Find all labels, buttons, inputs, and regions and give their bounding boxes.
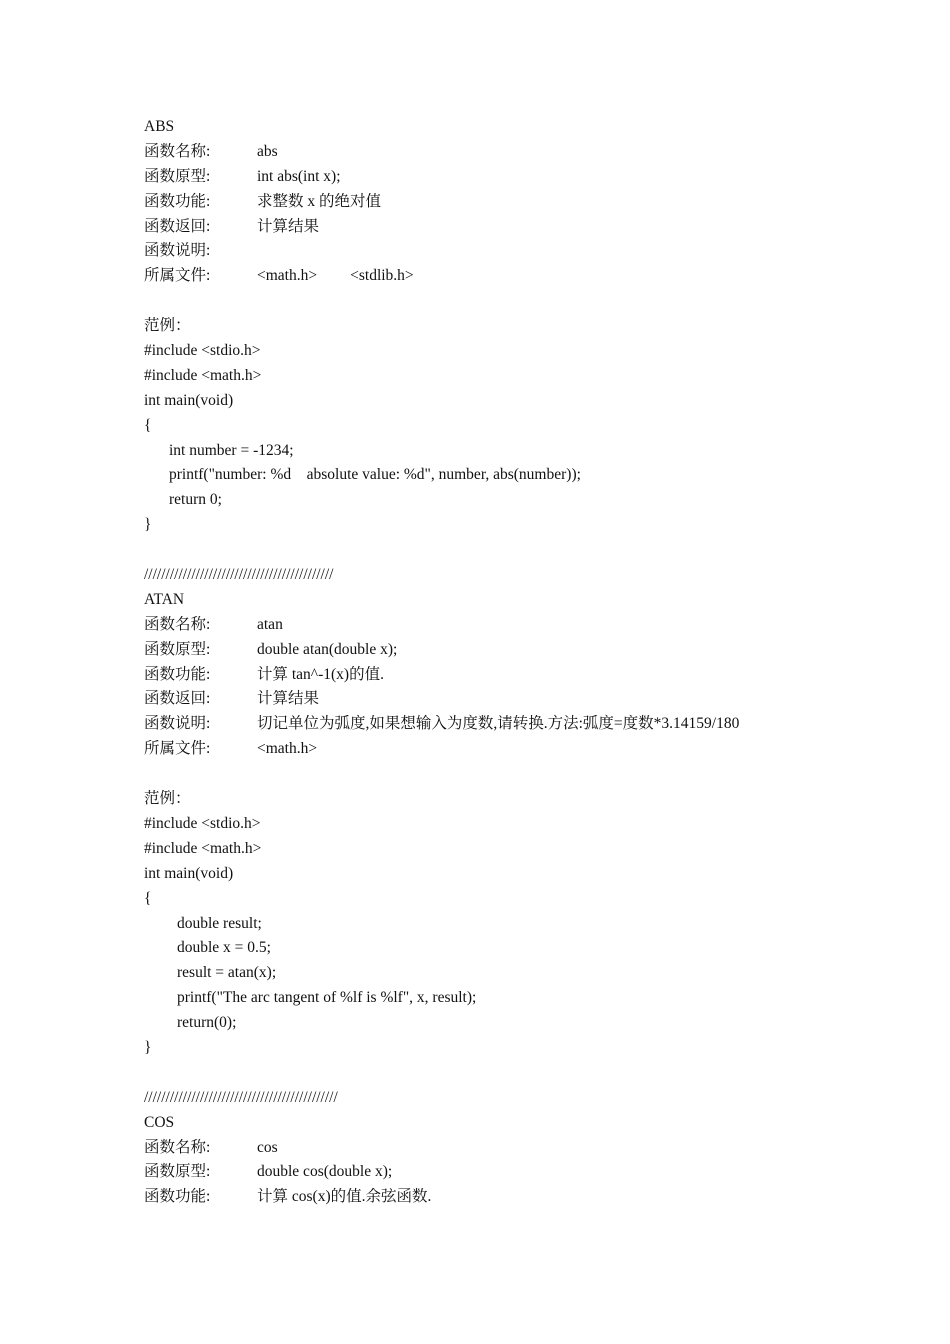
field-label: 函数返回: [144,690,211,708]
code-line: int number = -1234; [169,441,294,459]
code-line: int main(void) [144,864,234,882]
code-line: { [144,889,152,907]
code-line: double x = 0.5; [177,939,271,957]
field-row [144,663,904,688]
code-line: return(0); [177,1014,237,1032]
field-label: 函数功能: [144,1188,211,1206]
code-line: result = atan(x); [177,964,277,982]
field-value: 求整数 x 的绝对值 [257,192,382,210]
code-line: #include <stdio.h> [144,342,261,360]
document-page [144,115,904,1210]
field-row [144,215,904,240]
field-value: 计算 tan^-1(x)的值. [257,665,384,683]
code-line: { [144,416,152,434]
field-value: double cos(double x); [257,1163,393,1181]
field-value: atan [257,615,283,633]
field-label: 函数原型: [144,167,211,185]
code-line: } [144,516,152,534]
field-row [144,737,904,762]
field-value-secondary: <stdlib.h> [350,267,414,285]
field-label: 函数名称: [144,1138,211,1156]
field-row [144,613,904,638]
field-row [144,1136,904,1161]
field-label: 函数功能: [144,192,211,210]
code-line: double result; [177,914,262,932]
field-row [144,264,904,289]
code-line: #include <math.h> [144,366,262,384]
field-value: <math.h> [257,267,318,285]
field-value: 切记单位为弧度,如果想输入为度数,请转换.方法:弧度=度数*3.14159/180 [257,715,740,733]
code-line: int main(void) [144,391,234,409]
blank-line [144,1061,904,1086]
field-label: 函数名称: [144,615,211,633]
example-label: 范例： [144,790,191,808]
field-row [144,190,904,215]
blank-line [144,538,904,563]
section-title: ATAN [144,590,185,608]
field-label: 函数说明: [144,242,211,260]
field-label: 函数说明: [144,715,211,733]
field-row [144,239,904,264]
field-row [144,165,904,190]
field-label: 函数原型: [144,640,211,658]
field-row [144,140,904,165]
field-row [144,1160,904,1185]
section-title: COS [144,1113,175,1131]
field-value: int abs(int x); [257,167,341,185]
field-value: 计算结果 [257,217,320,235]
code-line: return 0; [169,491,222,509]
field-label: 所属文件: [144,267,211,285]
field-value: double atan(double x); [257,640,398,658]
example-label: 范例： [144,317,191,335]
field-label: 函数名称: [144,142,211,160]
field-value: 计算 cos(x)的值.余弦函数. [257,1188,432,1206]
blank-line [144,289,904,314]
blank-line [144,762,904,787]
field-value: abs [257,142,278,160]
field-row [144,1185,904,1210]
code-line: printf("The arc tangent of %lf is %lf", x, result); [177,989,477,1007]
code-line: #include <math.h> [144,839,262,857]
field-label: 所属文件: [144,740,211,758]
field-label: 函数返回: [144,217,211,235]
field-label: 函数功能: [144,665,211,683]
code-line: } [144,1038,152,1056]
separator-line: ///////////////////////////////////////////// [144,1088,338,1106]
field-row [144,638,904,663]
field-row [144,687,904,712]
field-row [144,712,904,737]
field-label: 函数原型: [144,1163,211,1181]
code-line: printf("number: %d absolute value: %d", number, abs(number)); [169,466,581,484]
field-value: cos [257,1138,278,1156]
code-line: #include <stdio.h> [144,814,261,832]
field-value: 计算结果 [257,690,320,708]
field-value: <math.h> [257,740,318,758]
separator-line: //////////////////////////////////////////// [144,566,334,584]
section-title: ABS [144,118,175,135]
